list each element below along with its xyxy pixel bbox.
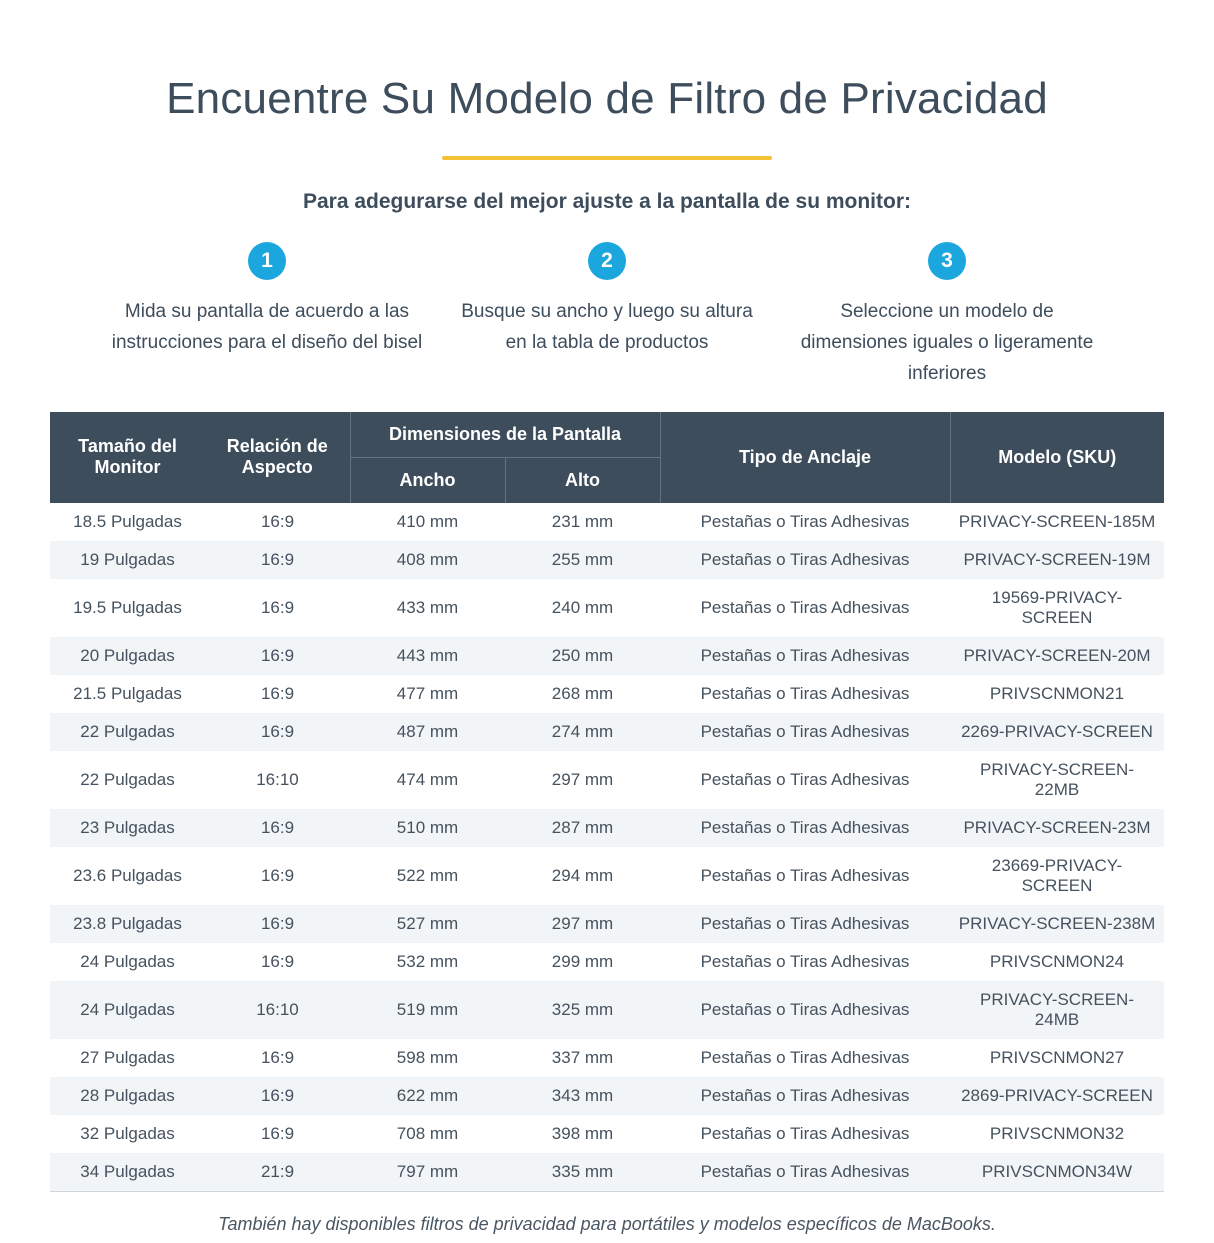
- cell-height: 250 mm: [551, 645, 614, 665]
- cell-sku: 19569-PRIVACY-SCREEN: [991, 587, 1123, 627]
- cell-height: 325 mm: [551, 999, 614, 1019]
- page-subtitle: Para adegurarse del mejor ajuste a la pantalla de su monitor:: [302, 189, 912, 213]
- table-row: [50, 579, 1164, 637]
- cell-sku: PRIVACY-SCREEN-185M: [958, 511, 1156, 531]
- cell-height: 274 mm: [551, 721, 614, 741]
- cell-width: 519 mm: [396, 999, 459, 1019]
- step-item-1: [97, 242, 437, 390]
- cell-height: 287 mm: [551, 817, 614, 837]
- page-title: Encuentre Su Modelo de Filtro de Privacidad: [166, 74, 1048, 124]
- cell-aspect-ratio: 16:9: [260, 1123, 295, 1143]
- cell-aspect-ratio: 21:9: [260, 1161, 295, 1181]
- cell-monitor-size: 23.6 Pulgadas: [73, 865, 182, 885]
- cell-mount-type: Pestañas o Tiras Adhesivas: [700, 1161, 910, 1181]
- column-header-aspect-ratio: Relación de Aspecto: [205, 412, 350, 503]
- step-number-badge-3: 3: [928, 242, 966, 280]
- cell-mount-type: Pestañas o Tiras Adhesivas: [700, 511, 910, 531]
- step-item-2: [437, 242, 777, 390]
- cell-height: 231 mm: [551, 511, 614, 531]
- cell-aspect-ratio: 16:9: [260, 645, 295, 665]
- cell-aspect-ratio: 16:9: [260, 511, 295, 531]
- cell-width: 708 mm: [396, 1123, 459, 1143]
- specs-table-head: [50, 412, 1164, 503]
- cell-width: 433 mm: [396, 597, 459, 617]
- cell-monitor-size: 24 Pulgadas: [80, 999, 175, 1019]
- cell-width: 532 mm: [396, 951, 459, 971]
- table-row: [50, 847, 1164, 905]
- cell-monitor-size: 23 Pulgadas: [80, 817, 175, 837]
- specs-table-wrapper: [50, 412, 1164, 1192]
- cell-height: 297 mm: [551, 913, 614, 933]
- table-row: [50, 541, 1164, 579]
- specs-table: [50, 412, 1164, 1191]
- table-row: [50, 1077, 1164, 1115]
- table-row: [50, 713, 1164, 751]
- cell-monitor-size: 22 Pulgadas: [80, 769, 175, 789]
- cell-sku: PRIVSCNMON21: [989, 683, 1125, 703]
- cell-width: 622 mm: [396, 1085, 459, 1105]
- cell-mount-type: Pestañas o Tiras Adhesivas: [700, 1047, 910, 1067]
- cell-monitor-size: 24 Pulgadas: [80, 951, 175, 971]
- cell-mount-type: Pestañas o Tiras Adhesivas: [700, 769, 910, 789]
- cell-width: 477 mm: [396, 683, 459, 703]
- table-row: [50, 751, 1164, 809]
- table-row: [50, 981, 1164, 1039]
- step-item-3: [777, 242, 1117, 390]
- cell-mount-type: Pestañas o Tiras Adhesivas: [700, 1123, 910, 1143]
- cell-height: 299 mm: [551, 951, 614, 971]
- cell-height: 337 mm: [551, 1047, 614, 1067]
- cell-sku: PRIVSCNMON34W: [981, 1161, 1133, 1181]
- table-row: [50, 1153, 1164, 1191]
- column-header-sku: Modelo (SKU): [950, 412, 1164, 503]
- cell-mount-type: Pestañas o Tiras Adhesivas: [700, 549, 910, 569]
- cell-monitor-size: 34 Pulgadas: [80, 1161, 175, 1181]
- cell-width: 510 mm: [396, 817, 459, 837]
- cell-sku: 2869-PRIVACY-SCREEN: [961, 1085, 1153, 1105]
- cell-height: 255 mm: [551, 549, 614, 569]
- cell-sku: PRIVACY-SCREEN-24MB: [980, 989, 1134, 1029]
- cell-monitor-size: 32 Pulgadas: [80, 1123, 175, 1143]
- cell-mount-type: Pestañas o Tiras Adhesivas: [700, 645, 910, 665]
- table-row: [50, 675, 1164, 713]
- cell-monitor-size: 22 Pulgadas: [80, 721, 175, 741]
- cell-width: 527 mm: [396, 913, 459, 933]
- cell-width: 522 mm: [396, 865, 459, 885]
- cell-sku: 2269-PRIVACY-SCREEN: [961, 721, 1153, 741]
- cell-width: 410 mm: [396, 511, 459, 531]
- cell-width: 487 mm: [396, 721, 459, 741]
- cell-monitor-size: 18.5 Pulgadas: [73, 511, 182, 531]
- step-text-2: Busque su ancho y luego su altura en la tabla de productos: [461, 300, 753, 354]
- specs-table-body: [50, 503, 1164, 1191]
- cell-sku: PRIVACY-SCREEN-19M: [963, 549, 1151, 569]
- cell-height: 294 mm: [551, 865, 614, 885]
- cell-sku: PRIVACY-SCREEN-20M: [963, 645, 1151, 665]
- cell-monitor-size: 19 Pulgadas: [80, 549, 175, 569]
- table-row: [50, 809, 1164, 847]
- cell-aspect-ratio: 16:9: [260, 683, 295, 703]
- cell-mount-type: Pestañas o Tiras Adhesivas: [700, 597, 910, 617]
- cell-sku: PRIVSCNMON27: [989, 1047, 1125, 1067]
- specs-table-header-row-1: [50, 412, 1164, 458]
- cell-monitor-size: 28 Pulgadas: [80, 1085, 175, 1105]
- cell-height: 297 mm: [551, 769, 614, 789]
- cell-width: 598 mm: [396, 1047, 459, 1067]
- step-number-badge-1: 1: [248, 242, 286, 280]
- cell-width: 443 mm: [396, 645, 459, 665]
- cell-sku: PRIVSCNMON24: [989, 951, 1125, 971]
- cell-height: 268 mm: [551, 683, 614, 703]
- cell-monitor-size: 20 Pulgadas: [80, 645, 175, 665]
- column-header-monitor-size: Tamaño del Monitor: [50, 412, 205, 503]
- cell-sku: PRIVSCNMON32: [989, 1123, 1125, 1143]
- cell-aspect-ratio: 16:10: [256, 999, 299, 1019]
- cell-aspect-ratio: 16:9: [260, 817, 295, 837]
- cell-aspect-ratio: 16:9: [260, 951, 295, 971]
- cell-width: 474 mm: [396, 769, 459, 789]
- table-row: [50, 943, 1164, 981]
- cell-mount-type: Pestañas o Tiras Adhesivas: [700, 817, 910, 837]
- column-header-height: Alto: [505, 457, 660, 503]
- cell-aspect-ratio: 16:10: [256, 769, 299, 789]
- title-underline-rule: [442, 156, 772, 160]
- table-row: [50, 905, 1164, 943]
- cell-mount-type: Pestañas o Tiras Adhesivas: [700, 721, 910, 741]
- cell-mount-type: Pestañas o Tiras Adhesivas: [700, 865, 910, 885]
- cell-mount-type: Pestañas o Tiras Adhesivas: [700, 951, 910, 971]
- step-text-3: Seleccione un modelo de dimensiones iguales o ligeramente inferiores: [800, 300, 1094, 385]
- cell-aspect-ratio: 16:9: [260, 913, 295, 933]
- footnote-text: También hay disponibles filtros de privacidad para portátiles y modelos específicos de MacBooks.: [218, 1213, 996, 1234]
- cell-aspect-ratio: 16:9: [260, 549, 295, 569]
- cell-height: 398 mm: [551, 1123, 614, 1143]
- cell-aspect-ratio: 16:9: [260, 865, 295, 885]
- cell-height: 335 mm: [551, 1161, 614, 1181]
- cell-mount-type: Pestañas o Tiras Adhesivas: [700, 913, 910, 933]
- step-text-1: Mida su pantalla de acuerdo a las instrucciones para el diseño del bisel: [111, 300, 423, 354]
- cell-mount-type: Pestañas o Tiras Adhesivas: [700, 683, 910, 703]
- cell-monitor-size: 19.5 Pulgadas: [73, 597, 182, 617]
- cell-sku: PRIVACY-SCREEN-23M: [963, 817, 1151, 837]
- cell-height: 343 mm: [551, 1085, 614, 1105]
- cell-width: 408 mm: [396, 549, 459, 569]
- table-row: [50, 1115, 1164, 1153]
- cell-monitor-size: 27 Pulgadas: [80, 1047, 175, 1067]
- table-row: [50, 1039, 1164, 1077]
- table-row: [50, 637, 1164, 675]
- column-header-width: Ancho: [350, 457, 505, 503]
- privacy-filter-sizing-page: [0, 29, 1214, 1243]
- step-number-badge-2: 2: [588, 242, 626, 280]
- cell-aspect-ratio: 16:9: [260, 1085, 295, 1105]
- steps-list: [0, 242, 1214, 390]
- cell-sku: 23669-PRIVACY-SCREEN: [991, 855, 1123, 895]
- cell-width: 797 mm: [396, 1161, 459, 1181]
- cell-mount-type: Pestañas o Tiras Adhesivas: [700, 1085, 910, 1105]
- cell-monitor-size: 21.5 Pulgadas: [73, 683, 182, 703]
- cell-aspect-ratio: 16:9: [260, 1047, 295, 1067]
- cell-height: 240 mm: [551, 597, 614, 617]
- cell-sku: PRIVACY-SCREEN-22MB: [980, 759, 1134, 799]
- cell-monitor-size: 23.8 Pulgadas: [73, 913, 182, 933]
- cell-mount-type: Pestañas o Tiras Adhesivas: [700, 999, 910, 1019]
- cell-aspect-ratio: 16:9: [260, 721, 295, 741]
- column-header-screen-dimensions: Dimensiones de la Pantalla: [350, 412, 660, 458]
- cell-aspect-ratio: 16:9: [260, 597, 295, 617]
- column-header-mount-type: Tipo de Anclaje: [660, 412, 950, 503]
- table-row: [50, 503, 1164, 541]
- cell-sku: PRIVACY-SCREEN-238M: [958, 913, 1156, 933]
